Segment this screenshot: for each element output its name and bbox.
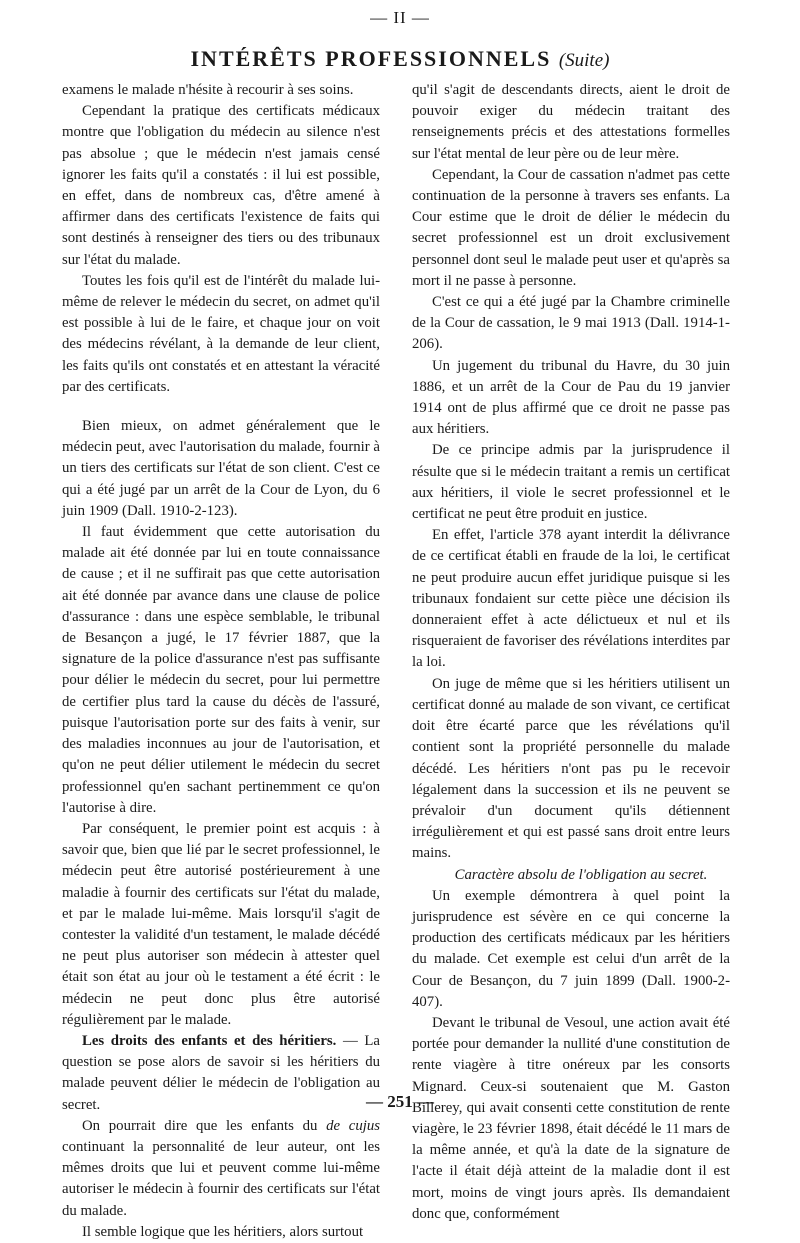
paragraph: Toutes les fois qu'il est de l'intérêt du malade lui-même de relever le médecin du secret, on admet qu'il est possible à lui de le faire, et chaque jour on voit des médecins révélant, à la demande de leur client, les faits qu'ils ont constatés et en attestant la véracité par des certificats. [62, 272, 380, 395]
paragraph: De ce principe admis par la jurisprudence il résulte que si le médecin traitant a remis un certificat aux héritiers, il viole le secret professionnel et le certificat ne peut être produit en justice. [412, 442, 730, 523]
latin-term: de cujus [326, 1117, 381, 1134]
paragraph: qu'il s'agit de descendants directs, aient le droit de pouvoir exiger du médecin traitant des renseignements précis et des attestations formelles sur l'état mental de leur père ou de leur mère. [412, 82, 730, 162]
paragraph: Il faut évidemment que cette autorisation du malade ait été donnée par lui en toute connaissance de cause ; et il ne suffirait pas que cette autorisation ait été donnée par avance dans une clause de police d'assurance : dans une espèce semblable, le tribunal de Besançon a jugé, le 17 février 1887, que la signature de la police d'assurance n'est pas suffisante pour délier le médecin du secret, pour lui permettre de certifier plus tard la cause du décès de l'assuré, puisque l'autorisation porte sur des faits à venir, sur des maladies inconnues au jour de l'autorisation, et qu'on ne peut délier utilement le médecin du secret professionnel qu'en sachant pertinemment ce qu'on l'autorise à dire. [62, 524, 380, 816]
paragraph-text: continuant la personnalité de leur auteur, ont les mêmes droits que lui et peuvent comme lui-même autoriser le médecin à fournir des certificats sur l'état du malade. [62, 1138, 380, 1219]
left-column [62, 80, 380, 1243]
paragraph: En effet, l'article 378 ayant interdit la délivrance de ce certificat établi en fraude de la loi, le certificat ne peut produire aucun effet juridique puisque si les tribunaux fondaient sur cette pièce une décision ils donneraient effet à acte délictueux et nul et ils risqueraient de favoriser des révélations interdites par la loi. [412, 527, 730, 671]
paragraph: Cependant, la Cour de cassation n'admet pas cette continuation de la personne à travers ses enfants. La Cour estime que le droit de délier le médecin du secret professionnel est un droit exclusivement personnel dont seul le malade peut user et qu'après sa mort il ne passe à personne. [412, 166, 730, 289]
paragraph: Un jugement du tribunal du Havre, du 30 juin 1886, et un arrêt de la Cour de Pau du 19 janvier 1914 ont de plus affirmé que ce droit ne passe pas aux héritiers. [412, 357, 730, 438]
paragraph: On juge de même que si les héritiers utilisent un certificat donné au malade de son vivant, ce certificat doit être écarté parce que les révélations qu'il contient sont la propriété personnelle du malade décédé. Les héritiers n'ont pas pu le recevoir légalement dans la succession et ils ne peuvent se prévaloir d'un document qu'ils détiennent irrégulièrement et qui est passé sans droit entre leurs mains. [412, 675, 730, 862]
paragraph-text: On pourrait dire que les enfants du [82, 1117, 327, 1134]
section-heading-absolute-obligation: Caractère absolu de l'obligation au secret. [454, 866, 708, 883]
paragraph-text: — La question se pose alors de savoir si les héritiers du malade peuvent délier le médecin de l'obligation au secret. [62, 1032, 380, 1113]
paragraph: Un exemple démontrera à quel point la jurisprudence est sévère en ce qui concerne la production des certificats médicaux par les héritiers du malade. Cet exemple est celui d'un arrêt de la Cour de Besançon, du 7 juin 1899 (Dall. 1900-2-407). [412, 887, 730, 1010]
page-title [0, 46, 800, 72]
page-section-marker: — II — [370, 8, 430, 27]
paragraph: Il semble logique que les héritiers, alors surtout [82, 1223, 364, 1240]
page-title-suffix: (Suite) [558, 50, 610, 71]
right-column [412, 80, 730, 1225]
paragraph: examens le malade n'hésite à recourir à ses soins. [62, 82, 354, 98]
paragraph: Cependant la pratique des certificats médicaux montre que l'obligation du médecin au silence n'est pas absolue ; que le médecin n'est jamais censé ignorer les faits qu'il a constatés : il lui est possible, en effet, dans de nombreux cas, d'être amené à affirmer dans des certificats l'existence de faits qui sont destinés à renseigner des tiers ou des tribunaux sur l'état du malade. [62, 103, 380, 268]
section-heading-heirs: Les droits des enfants et des héritiers. [82, 1032, 337, 1049]
page-number: — 251 — [366, 1092, 434, 1111]
paragraph: Bien mieux, on admet généralement que le médecin peut, avec l'autorisation du malade, fournir à un tiers des certificats sur l'état de son client. C'est ce qui a été jugé par un arrêt de la Cour de Lyon, du 6 juin 1909 (Dall. 1910-2-123). [62, 418, 380, 519]
paragraph: Devant le tribunal de Vesoul, une action avait été portée pour demander la nullité d'une constitution de rente viagère à titre onéreux par les consorts Mignard. Ceux-si soutenaient que M. Gaston Billerey, qui avait consenti cette constitution de rente viagère, le 23 février 1898, était décédé le 11 mars de la même année, et qu'à la date de la signature de l'acte il était déjà atteint de la maladie dont il est mort, moins de vingt jours après. Ils demandaient donc que, conformément [412, 1014, 730, 1222]
paragraph: Par conséquent, le premier point est acquis : à savoir que, bien que lié par le secret professionnel, le médecin peut être autorisé postérieurement à une maladie à fournir des certificats sur l'état du malade, et par le malade lui-même. Mais lorsqu'il s'agit de contester la validité d'un testament, le malade décédé ne peut plus autoriser son médecin à attester quel était son état au jour où le testament a été écrit : le médecin ne peut donc plus être autorisé régulièrement par le malade. [62, 820, 380, 1028]
paragraph [62, 1116, 380, 1222]
page-title-text: INTÉRÊTS PROFESSIONNELS [190, 46, 552, 71]
paragraph: C'est ce qui a été jugé par la Chambre criminelle de la Cour de cassation, le 9 mai 1913 (Dall. 1914-1-206). [412, 294, 730, 353]
